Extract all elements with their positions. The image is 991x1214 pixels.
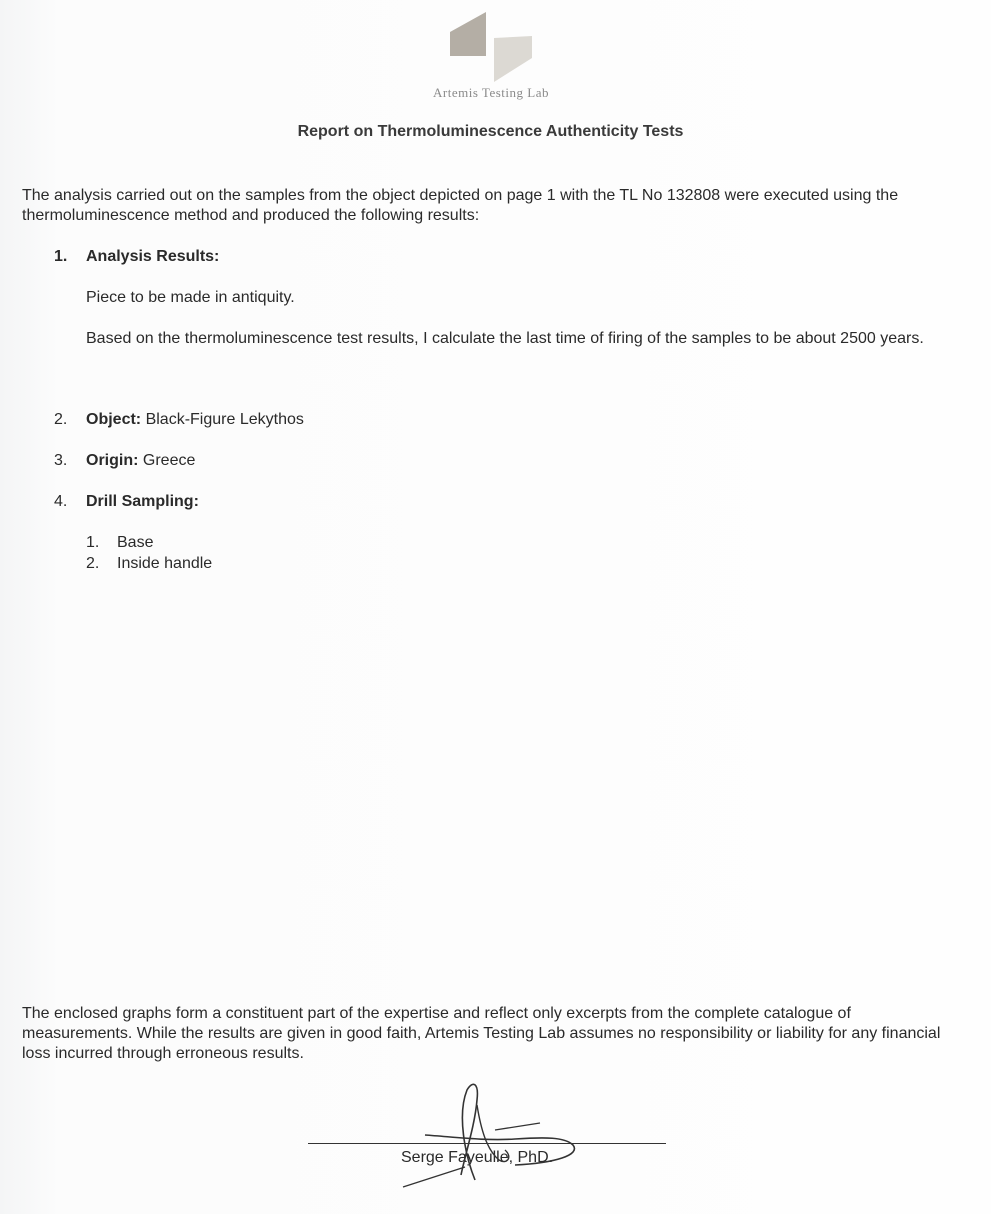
analysis-line-2: Based on the thermoluminescence test results, I calculate the last time of firing of the samples to be about 2500 years. (86, 330, 924, 347)
item-label: Drill Sampling: (86, 493, 199, 510)
item-label: Object: (86, 411, 142, 428)
item-number: 1. (54, 248, 68, 265)
logo-shape-light (494, 36, 532, 82)
artemis-logo-icon (436, 10, 536, 84)
drill-sample-item (86, 532, 153, 553)
item-drill-sampling (54, 492, 199, 512)
drill-sample-label: Base (117, 534, 154, 551)
item-origin (54, 451, 195, 471)
item-value: Greece (142, 452, 196, 469)
page-title: Report on Thermoluminescence Authenticity Tests (297, 123, 684, 140)
drill-sample-item (86, 553, 212, 574)
handwritten-signature-icon (395, 1075, 595, 1190)
item-label: Origin: (86, 452, 139, 469)
item-label: Analysis Results: (86, 248, 220, 265)
item-analysis-results (54, 247, 219, 267)
item-number: 3. (54, 452, 68, 469)
item-value: Black-Figure Lekythos (145, 411, 304, 428)
drill-sample-label: Inside handle (117, 555, 213, 572)
logo-text: Artemis Testing Lab (433, 85, 549, 100)
drill-sample-number: 2. (86, 555, 100, 572)
intro-paragraph: The analysis carried out on the samples from the object depicted on page 1 with the TL No 132808 were executed using the thermoluminescence method and produced the following results: (22, 187, 899, 224)
analysis-line-1: Piece to be made in antiquity. (86, 289, 295, 306)
logo-shape-dark (450, 12, 486, 56)
item-number: 4. (54, 493, 68, 510)
signatory-name: Serge Fayeulle, PhD. (401, 1149, 554, 1166)
item-object (54, 410, 304, 430)
disclaimer-paragraph: The enclosed graphs form a constituent part of the expertise and reflect only excerpts from the complete catalogue of measurements. While the results are given in good faith, Artemis Testing Lab assumes no responsibility or liability for any financial loss incurred through erroneous results. (22, 1005, 941, 1062)
drill-sample-number: 1. (86, 534, 100, 551)
item-number: 2. (54, 411, 68, 428)
